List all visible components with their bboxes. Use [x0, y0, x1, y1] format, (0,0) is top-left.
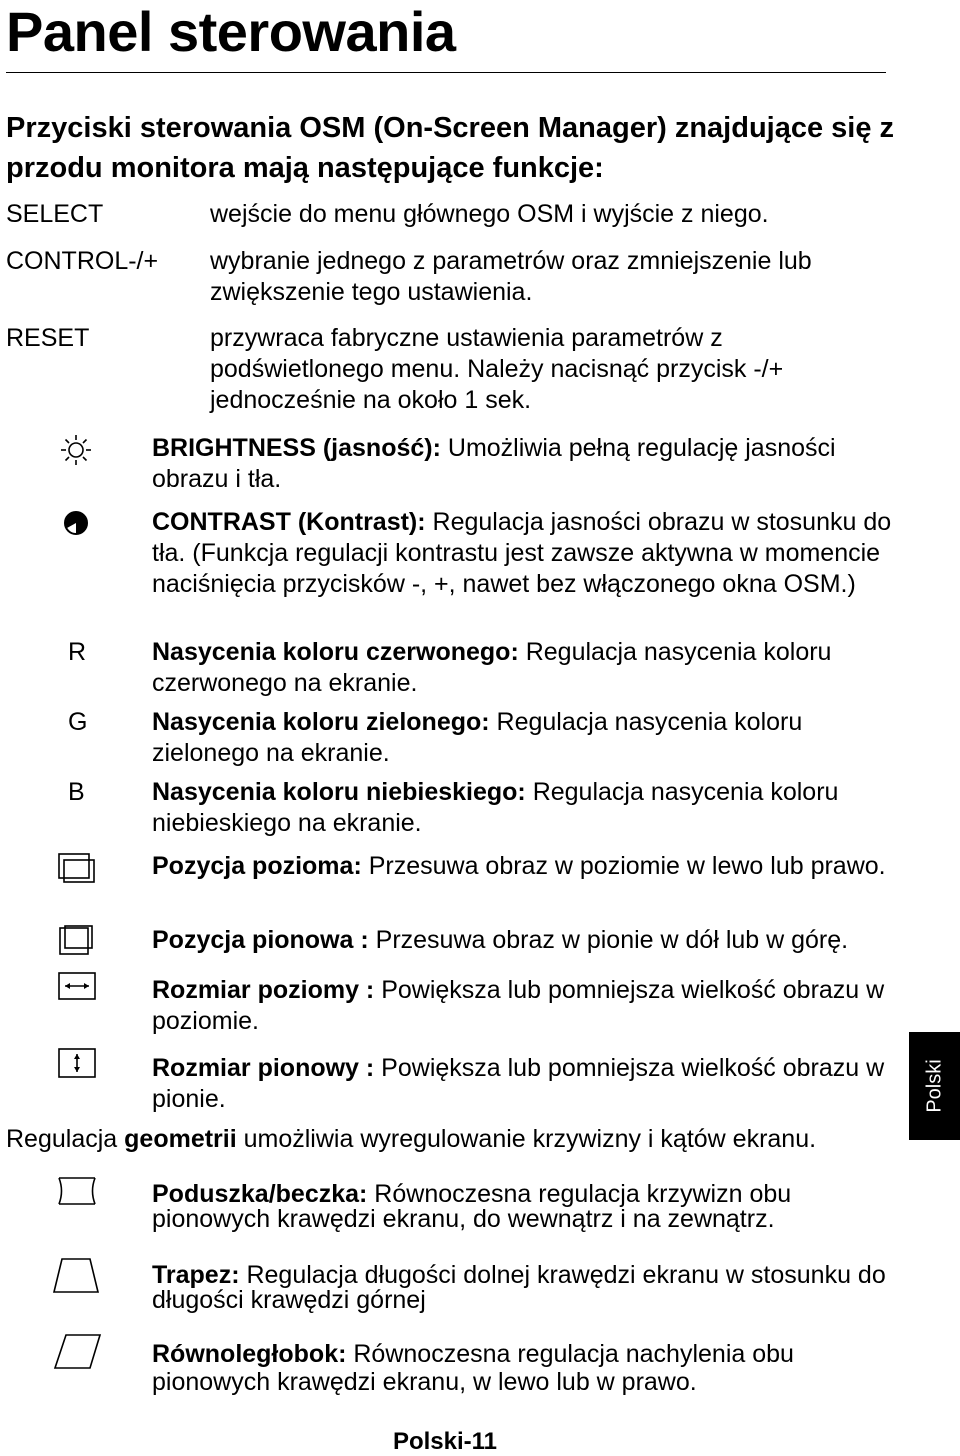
- blue-text: Regulacja nasycenia koloru niebieskiego na ekranie.: [152, 778, 839, 837]
- horizontal-position-name: Pozycja pozioma:: [152, 852, 362, 880]
- brightness-name: BRIGHTNESS (jasność):: [152, 434, 441, 462]
- language-tab: [909, 1032, 960, 1140]
- red-letter: R: [68, 638, 87, 666]
- vertical-position-desc: [152, 925, 892, 956]
- page-number: Polski-11: [392, 1428, 498, 1455]
- trapezoid-text: Regulacja długości dolnej krawędzi ekranu w stosunku do długości krawędzi górnej: [152, 1261, 886, 1314]
- vertical-size-icon: [56, 1046, 100, 1080]
- trapezoid-name: Trapez:: [152, 1261, 240, 1289]
- select-key-label: SELECT: [6, 200, 104, 228]
- blue-desc: [152, 777, 892, 839]
- vertical-position-text: Przesuwa obraz w pionie w dół lub w górę.: [368, 926, 849, 954]
- horizontal-position-text: Przesuwa obraz w poziomie w lewo lub prawo.: [361, 852, 886, 880]
- vertical-size-name: Rozmiar pionowy :: [152, 1054, 375, 1082]
- brightness-text: Umożliwia pełną regulację jasności obrazu i tła.: [152, 434, 836, 493]
- pincushion-text: Równoczesna regulacja krzywizn obu pionowych krawędzi ekranu, do wewnątrz i na zewnątrz.: [152, 1180, 792, 1233]
- blue-letter: B: [68, 778, 85, 806]
- green-desc: [152, 707, 892, 769]
- contrast-name: CONTRAST (Kontrast):: [152, 508, 426, 536]
- geometry-intro-bold: geometrii: [124, 1125, 237, 1153]
- contrast-icon: [56, 506, 100, 540]
- vertical-size-desc: [152, 1053, 892, 1115]
- red-desc: [152, 637, 892, 699]
- horizontal-size-icon: [56, 970, 100, 1004]
- parallelogram-desc: [152, 1340, 842, 1396]
- language-tab-label: Polski: [923, 1059, 945, 1113]
- vertical-size-text: Powiększa lub pomniejsza wielkość obrazu w pionie.: [152, 1054, 885, 1113]
- control-key-desc: wybranie jednego z parametrów oraz zmniejszenie lub zwiększenie tego ustawienia.: [210, 247, 812, 306]
- contrast-text: Regulacja jasności obrazu w stosunku do tła. (Funkcja regulacji kontrastu jest zawsze aktywna w momencie naciśnięcia przycisków -, +, nawet bez włączonego okna OSM.): [152, 508, 892, 598]
- reset-key-label: RESET: [6, 324, 90, 352]
- title-divider: [6, 72, 886, 73]
- geometry-intro: [6, 1124, 816, 1155]
- contrast-desc: [152, 507, 892, 600]
- select-key-desc: wejście do menu głównego OSM i wyjście z niego.: [210, 200, 769, 228]
- horizontal-position-icon: [56, 851, 100, 885]
- trapezoid-desc: [152, 1263, 892, 1313]
- pincushion-desc: [152, 1182, 842, 1232]
- reset-key-desc: przywraca fabryczne ustawienia parametrów z podświetlonego menu. Należy nacisnąć przycisk -/+ jednocześnie na około 1 sek.: [210, 324, 784, 414]
- horizontal-size-text: Powiększa lub pomniejsza wielkość obrazu w poziomie.: [152, 976, 885, 1035]
- red-name: Nasycenia koloru czerwonego:: [152, 638, 519, 666]
- green-name: Nasycenia koloru zielonego:: [152, 708, 490, 736]
- geometry-intro-after: umożliwia wyregulowanie krzywizny i kątów ekranu.: [236, 1125, 817, 1153]
- horizontal-position-desc: [152, 851, 892, 882]
- page-title: Panel sterowania: [6, 0, 456, 63]
- horizontal-size-name: Rozmiar poziomy :: [152, 976, 375, 1004]
- pincushion-icon: [56, 1174, 100, 1208]
- brightness-desc: [152, 433, 892, 495]
- vertical-position-icon: [56, 924, 100, 958]
- green-letter: G: [68, 708, 88, 736]
- red-text: Regulacja nasycenia koloru czerwonego na ekranie.: [152, 638, 832, 697]
- horizontal-size-desc: [152, 975, 892, 1037]
- section-heading: Przyciski sterowania OSM (On-Screen Manager) znajdujące się z przodu monitora mają następujące funkcje:: [6, 112, 895, 184]
- blue-name: Nasycenia koloru niebieskiego:: [152, 778, 526, 806]
- control-key-label: CONTROL-/+: [6, 247, 159, 275]
- trapezoid-icon: [52, 1256, 100, 1296]
- parallelogram-icon: [52, 1332, 104, 1372]
- vertical-position-name: Pozycja pionowa :: [152, 926, 369, 954]
- parallelogram-name: Równoległobok:: [152, 1340, 347, 1368]
- green-text: Regulacja nasycenia koloru zielonego na ekranie.: [152, 708, 803, 767]
- brightness-icon: [56, 433, 100, 467]
- parallelogram-text: Równoczesna regulacja nachylenia obu pionowych krawędzi ekranu, w lewo lub w prawo.: [152, 1340, 794, 1396]
- geometry-intro-before: Regulacja: [6, 1125, 125, 1153]
- pincushion-name: Poduszka/beczka:: [152, 1180, 368, 1208]
